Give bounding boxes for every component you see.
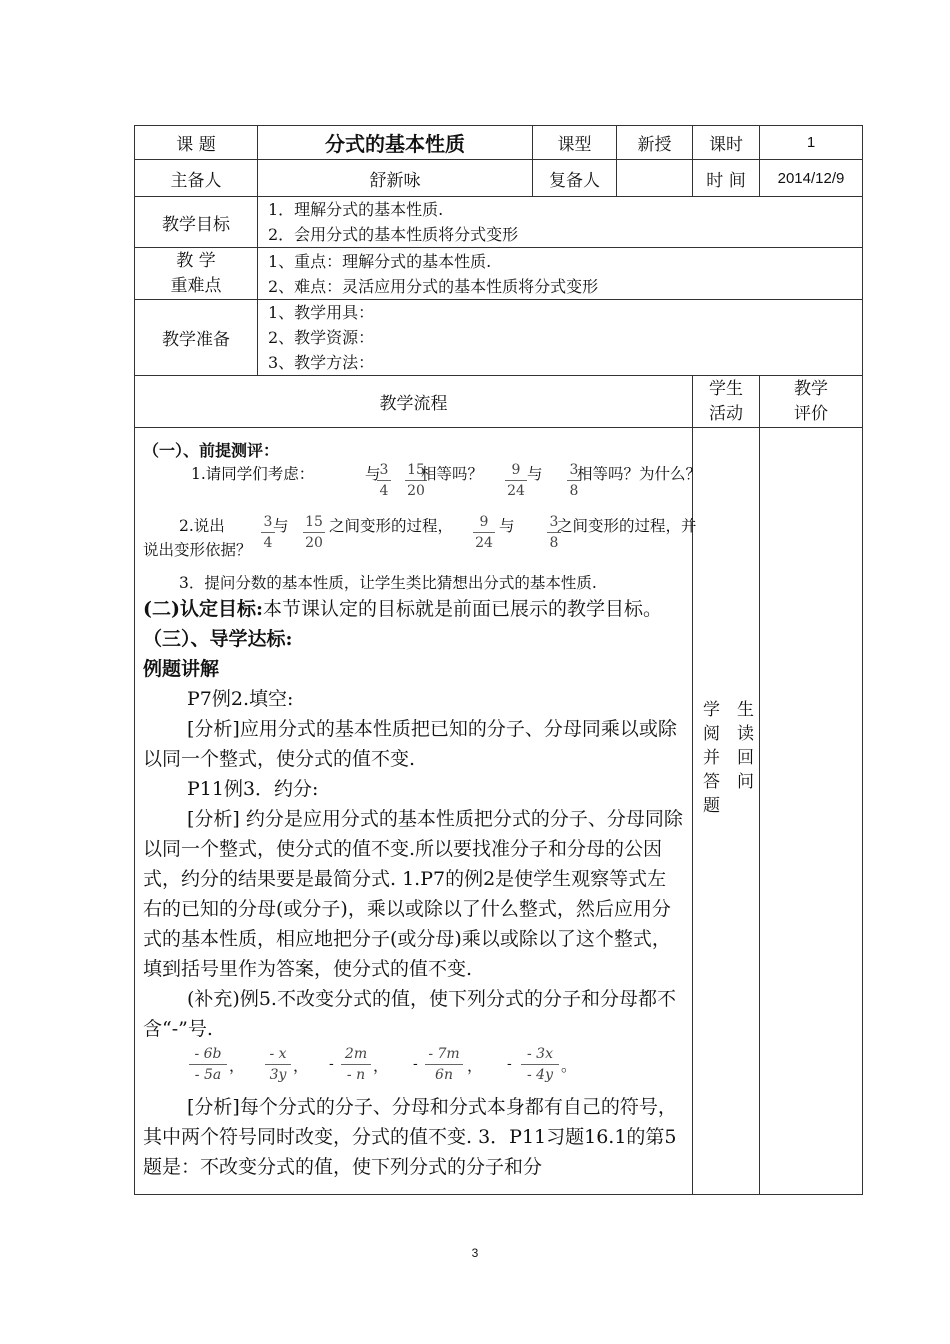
fraction-numerator: 15 (305, 514, 323, 530)
comma: ， (229, 1057, 245, 1075)
activity-char: 题 (703, 796, 720, 816)
q2-text-f: 说出变形依据？ (143, 541, 252, 559)
type-label: 课型 (533, 126, 617, 160)
time-label: 时 间 (693, 160, 760, 197)
paragraph-example-5: (补充)例5.不改变分式的值，使下列分式的分子和分母都不含“-”号. (143, 988, 676, 1040)
eval-header-line2: 评价 (794, 403, 828, 424)
activity-char: 答 (703, 772, 720, 792)
keypoints-label-line2: 重难点 (170, 275, 222, 296)
time-value: 2014/12/9 (760, 160, 863, 197)
preparer-value: 舒新咏 (258, 160, 533, 197)
student-activity-text (693, 428, 759, 1194)
fraction-numerator: 2m (344, 1046, 368, 1062)
prep-list (258, 300, 863, 376)
period: 。 (561, 1057, 577, 1075)
section2-text: 本节课认定的目标就是前面已展示的教学目标。 (263, 598, 663, 620)
header-row-2 (135, 160, 863, 197)
minus-sign: - (507, 1056, 512, 1072)
fraction-2m-negn (341, 1046, 371, 1083)
paragraph-analysis-3: [分析]每个分式的分子、分母和分式本身都有自己的符号，其中两个符号同时改变，分式的值不变. 3．P11习题16.1的第5题是：不改变分式的值，使下列分式的分子和分 (143, 1096, 677, 1178)
keypoint-item: 2、难点：灵活应用分式的基本性质将分式变形 (268, 276, 599, 296)
topic-value: 分式的基本性质 (258, 126, 533, 160)
activity-char: 回 (737, 748, 754, 768)
header-row-1 (135, 126, 863, 160)
fraction-numerator: - 6b (194, 1046, 222, 1062)
section2-title: (二)认定目标: (143, 598, 263, 620)
flow-content (135, 428, 702, 1195)
fraction-numerator: 3 (569, 462, 579, 478)
q2-text-d: 与 (499, 517, 515, 535)
student-activity-header (693, 376, 760, 428)
topic-label: 课 题 (135, 126, 258, 160)
goals-list (258, 197, 863, 248)
prep-item: 1、教学用具： (268, 303, 375, 322)
student-activity-col2 (737, 698, 755, 794)
activity-char: 学 (703, 700, 720, 720)
section3-title: （三）、导学达标: (143, 628, 293, 650)
student-header-line2: 活动 (709, 403, 743, 424)
algebraic-fractions-line (143, 1046, 684, 1092)
fraction-denominator: 6n (435, 1067, 453, 1083)
preparer-label: 主备人 (135, 160, 258, 197)
q2-text-a: 2.说出 (179, 517, 225, 535)
fraction-numerator: 15 (407, 462, 425, 478)
q2-text-c: 之间变形的过程， (329, 517, 454, 535)
prep-item: 3、教学方法： (268, 353, 375, 372)
copreparer-label: 复备人 (533, 160, 617, 197)
lesson-plan-table (134, 125, 863, 1195)
q1-text-a: 1.请同学们考虑： (191, 465, 315, 483)
flow-header-row (135, 376, 863, 428)
paragraph-p7-example: P7例2.填空: (187, 688, 294, 710)
q1-text-b: 与 (365, 465, 381, 483)
fraction-denominator: 8 (549, 535, 559, 551)
fraction-denominator: 4 (379, 483, 389, 499)
q1-text-c: 相等吗？ (421, 465, 484, 483)
hours-value: 1 (760, 126, 863, 160)
type-value: 新授 (617, 126, 693, 160)
fraction-neg7m-6n (425, 1046, 463, 1083)
paragraph-analysis-2: [分析] 约分是应用分式的基本性质把分式的分子、分母同除以同一个整式，使分式的值不变.所以要找准分子和分母的公因式，约分的结果要是最简分式. 1.P7的例2是使学生观察等式左右的已知的分母(或分子)，乘以或除以了什么整式，然后应用分式的基本性质，相应地把分子(或分母)乘以或除以了这个整式，填到括号里作为答案，使分式的值不变. (143, 808, 683, 980)
student-activity-col1 (703, 698, 721, 818)
fraction-denominator: 24 (507, 483, 525, 499)
fraction-negx-3y (265, 1046, 291, 1083)
fraction-denominator: 8 (569, 483, 579, 499)
paragraph-analysis-1: [分析]应用分式的基本性质把已知的分子、分母同乘以或除以同一个整式，使分式的值不变. (143, 718, 677, 770)
goal-item: 1．理解分式的基本性质. (268, 200, 444, 219)
eval-header-line1: 教学 (794, 378, 828, 399)
fraction-denominator: - 4y (527, 1067, 553, 1083)
copreparer-value (617, 160, 693, 197)
goals-label: 教学目标 (135, 197, 258, 248)
goal-item: 2．会用分式的基本性质将分式变形 (268, 225, 519, 244)
question1-line (143, 462, 702, 514)
fraction-denominator: - 5a (194, 1067, 222, 1083)
fraction-numerator: 3 (379, 462, 389, 478)
section3-subtitle: 例题讲解 (143, 658, 220, 680)
fraction-numerator: 3 (549, 514, 559, 530)
keypoint-item: 1、重点：理解分式的基本性质. (268, 251, 492, 271)
fraction-numerator: 9 (511, 462, 521, 478)
hours-label: 课时 (693, 126, 760, 160)
keypoints-row (135, 248, 863, 300)
fraction-numerator: 9 (479, 514, 489, 530)
keypoints-list (258, 248, 863, 300)
q1-text-e: 相等吗？为什么？ (577, 465, 702, 483)
fraction-9-24 (505, 462, 527, 499)
fraction-numerator: - x (269, 1046, 287, 1062)
page-number: 3 (471, 1246, 479, 1260)
section1-title: （一）、前提测评： (143, 441, 280, 460)
activity-char: 生 (737, 700, 754, 720)
fraction-denominator: - n (346, 1067, 366, 1083)
fraction-numerator: - 7m (428, 1046, 460, 1062)
activity-char: 问 (737, 772, 754, 792)
activity-char: 读 (737, 724, 754, 744)
activity-char: 并 (703, 748, 720, 768)
flow-content-row (135, 428, 863, 1195)
prep-row (135, 300, 863, 376)
q1-text-d: 与 (527, 465, 543, 483)
activity-char: 阅 (703, 724, 720, 744)
fraction-denominator: 20 (305, 535, 323, 551)
flow-process-header: 教学流程 (135, 376, 693, 428)
teaching-eval-cell (760, 428, 863, 1195)
fraction-numerator: 3 (263, 514, 273, 530)
numerator-value: 7m (437, 1046, 460, 1062)
keypoints-label-line1: 教 学 (176, 250, 216, 271)
minus-sign: - (413, 1056, 418, 1072)
comma: ， (373, 1057, 389, 1075)
teaching-eval-header (760, 376, 863, 428)
comma: ， (467, 1057, 483, 1075)
fraction-numerator: - 3x (527, 1046, 553, 1062)
fraction-9-24 (473, 514, 495, 551)
fraction-denominator: 20 (407, 483, 425, 499)
section2 (143, 594, 684, 624)
prep-item: 2、教学资源： (268, 328, 375, 347)
student-activity-cell (693, 428, 760, 1195)
question3: 3．提问分数的基本性质，让学生类比猜想出分式的基本性质. (179, 574, 597, 592)
fraction-neg3x-neg4y (521, 1046, 559, 1083)
goals-row (135, 197, 863, 248)
q2-text-e: 之间变形的过程，并 (557, 517, 697, 535)
fraction-denominator: 4 (263, 535, 273, 551)
minus-sign: - (329, 1056, 334, 1072)
fraction-15-20 (303, 514, 325, 551)
fraction-3-4 (377, 462, 391, 499)
fraction-denominator: 3y (269, 1067, 287, 1083)
prep-label: 教学准备 (135, 300, 258, 376)
q2-text-b: 与 (273, 517, 289, 535)
question2-lines (143, 514, 697, 572)
student-header-line1: 学生 (709, 378, 743, 399)
keypoints-label (135, 248, 258, 300)
comma: ， (293, 1057, 309, 1075)
fraction-denominator: 24 (475, 535, 493, 551)
fraction-neg6b-neg5a (189, 1046, 227, 1083)
paragraph-p11-example: P11例3．约分: (187, 778, 319, 800)
